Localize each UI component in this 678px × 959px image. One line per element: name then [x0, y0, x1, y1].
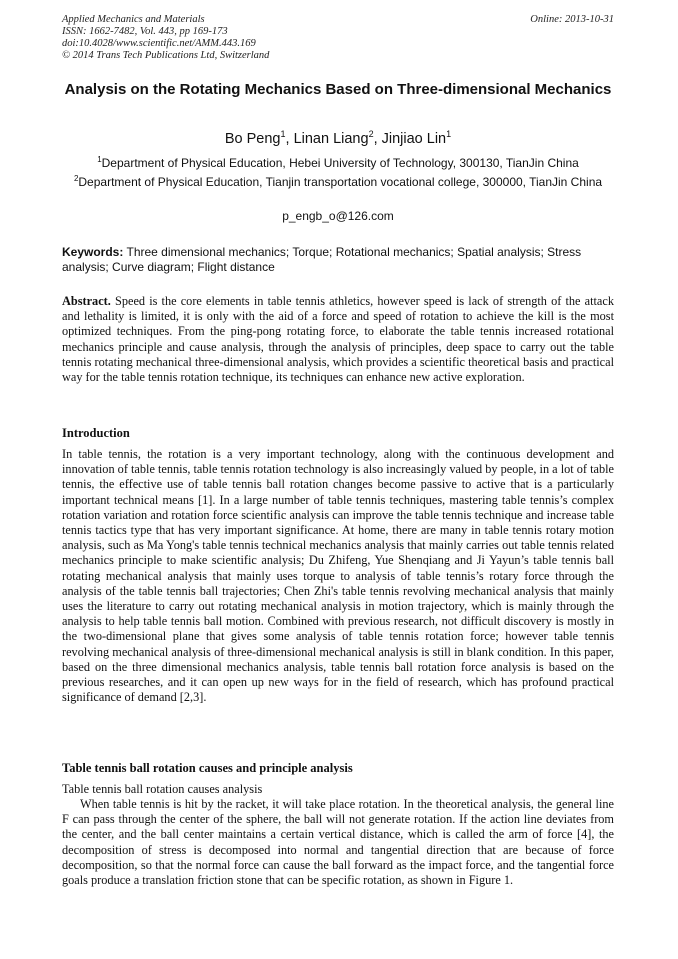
- affil-mark: 2: [73, 174, 79, 183]
- copyright-line: © 2014 Trans Tech Publications Ltd, Switzerland: [62, 50, 270, 61]
- author-name: Jinjiao Lin: [381, 131, 447, 147]
- keywords-text: Three dimensional mechanics; Torque; Rotational mechanics; Spatial analysis; Stress analysis; Curve diagram; Flight distance: [62, 245, 582, 274]
- abstract-label: Abstract.: [62, 294, 111, 308]
- author-affil-mark: 1: [446, 129, 452, 139]
- doi-line: doi:10.4028/www.scientific.net/AMM.443.169: [62, 38, 256, 49]
- introduction-heading: Introduction: [62, 426, 130, 440]
- section-heading: Table tennis ball rotation causes and principle analysis: [62, 761, 353, 775]
- keywords: [62, 245, 614, 275]
- paper-title: Analysis on the Rotating Mechanics Based on Three-dimensional Mechanics: [64, 81, 612, 98]
- author-affil-mark: 1: [280, 129, 286, 139]
- affiliation-2: [62, 171, 614, 190]
- author-affil-mark: 2: [368, 129, 374, 139]
- abstract: [62, 294, 614, 385]
- online-date: Online: 2013-10-31: [530, 14, 614, 25]
- affiliation-text: Department of Physical Education, Hebei University of Technology, 300130, TianJin China: [101, 156, 579, 170]
- affiliation-1: [62, 152, 614, 171]
- affiliation-text: Department of Physical Education, Tianjin transportation vocational college, 300000, TianJin China: [78, 175, 603, 189]
- subsection-heading: Table tennis ball rotation causes analysis: [62, 782, 263, 796]
- journal-name: Applied Mechanics and Materials: [62, 14, 205, 25]
- affiliations: [62, 152, 614, 190]
- author-list: Bo Peng$^1$, Linan Liang$^2$, Jinjiao Lin$^1$: [224, 129, 452, 147]
- abstract-text: Speed is the core elements in table tennis athletics, however speed is lack of strength of the attack and lethality is limited, it is only with the aid of a force and speed of rotation to achieve the kill is the most optimized techniques. From the ping-pong rotating force, to elaborate the table tennis increased rotational mechanics principle and cause analysis, through the analysis of principles, deep space to carry out the table tennis rotating mechanical three-dimensional analysis, which provides a scientific theoretical basis and practical way for the table tennis rotation technique, its techniques can enhance new active exploration.: [62, 294, 614, 385]
- introduction-text: In table tennis, the rotation is a very important technology, along with the continuous development and innovation of table tennis, table tennis rotation technology is also increasingly valued by people, in a lot of table tennis, the effective use of table tennis ball rotation changes become passive to active that is a particularly important technical means [1]. In a large number of table tennis techniques, mastering table tennis’s complex rotation variation and rotation force scientific analysis can improve the table tennis technique and increase table tennis tactics type that has very important significance. At home, there are many in table tennis rotary motion analysis, such as Ma Yong's table tennis technical mechanics analysis that mainly carries out table tennis related mechanics principle to make scientific analysis; Du Zhifeng, Yue Shenqiang and Ji Yayun’s table tennis ball rotating mechanical analysis that mainly uses torque to analysis of table tennis’s rotary force through the analysis of the table tennis ball trajectories; Chen Zhi's table tennis revolving mechanical analysis that mainly uses the literature to carry out rotating mechanical analysis in motion trajectory, which is mainly through the analysis to help table tennis ball motion. Combined with previous research, not difficult discovery is mostly in the two-dimensional plane that gives some analysis of table tennis rotation force; however table tennis revolving mechanical analysis of three-dimensional mechanical analysis is still in blank condition. In this paper, based on the three dimensional mechanics analysis, table tennis ball rotation force analysis is based on the previous researches, and it can open up new ways for in the field of research, which has profound practical significance of demand [2,3].: [62, 447, 614, 705]
- section-paragraph: When table tennis is hit by the racket, it will take place rotation. In the theoretical analysis, the general line F can pass through the center of the sphere, the ball will not generate rotation. If the action line deviates from the center, and the ball center maintains a certain vertical distance, which is called the arm of force [4], the decomposition of stress is decomposed into normal and tangential direction that are because of force decomposition, so that the normal force can cause the ball forward as the impact force, and the tangential force goals produce a translation friction stone that can be specific rotation, as shown in Figure 1.: [62, 797, 614, 888]
- author-name: Bo Peng: [224, 131, 281, 147]
- issn-line: ISSN: 1662-7482, Vol. 443, pp 169-173: [62, 26, 228, 37]
- author-email: p_engb_o@126.com: [282, 209, 394, 223]
- keywords-label: Keywords:: [62, 245, 124, 259]
- author-name: Linan Liang: [293, 131, 369, 147]
- affil-mark: 1: [97, 155, 102, 164]
- journal-header: [62, 14, 614, 62]
